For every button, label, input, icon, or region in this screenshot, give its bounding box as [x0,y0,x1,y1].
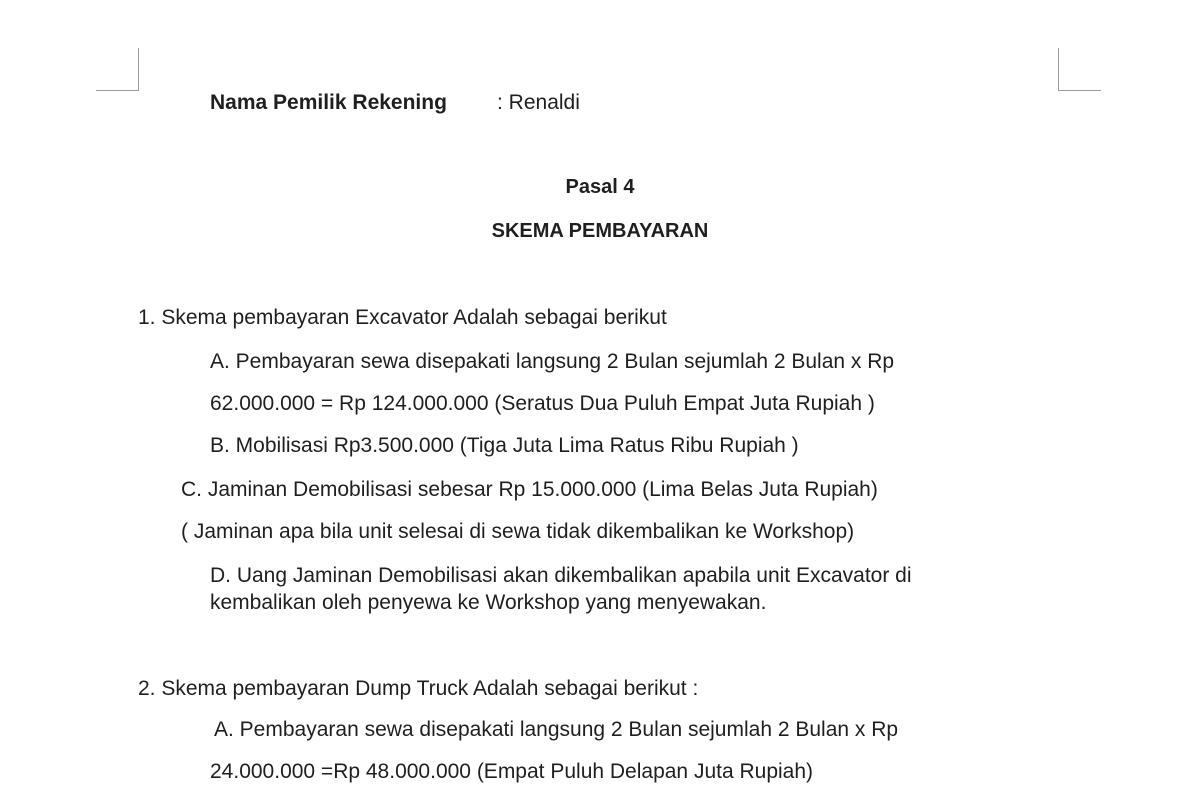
list-item: kembalikan oleh penyewa ke Workshop yang menyewakan. [210,591,767,614]
article-number: Pasal 4 [565,176,635,198]
list-item: D. Uang Jaminan Demobilisasi akan dikembalikan apabila unit Excavator di [210,564,912,587]
list-item: A. Pembayaran sewa disepakati langsung 2 Bulan sejumlah 2 Bulan x Rp [214,718,899,741]
account-owner-label: Nama Pemilik Rekening [210,91,447,114]
margin-corner-top-right [1058,48,1101,91]
margin-corner-top-left [96,48,139,91]
list-item-heading-dump-truck: 2. Skema pembayaran Dump Truck Adalah sebagai berikut : [138,677,699,700]
list-item: 62.000.000 = Rp 124.000.000 (Seratus Dua Puluh Empat Juta Rupiah ) [210,392,875,415]
section-title: SKEMA PEMBAYARAN [491,220,709,242]
account-owner-value: : Renaldi [497,91,580,114]
list-item: 24.000.000 =Rp 48.000.000 (Empat Puluh Delapan Juta Rupiah) [210,760,814,783]
list-item: C. Jaminan Demobilisasi sebesar Rp 15.000.000 (Lima Belas Juta Rupiah) [181,478,878,501]
list-item: B. Mobilisasi Rp3.500.000 (Tiga Juta Lima Ratus Ribu Rupiah ) [210,434,799,457]
list-item: A. Pembayaran sewa disepakati langsung 2 Bulan sejumlah 2 Bulan x Rp [210,350,895,373]
list-item-heading-excavator: 1. Skema pembayaran Excavator Adalah sebagai berikut [138,306,667,329]
list-item: ( Jaminan apa bila unit selesai di sewa tidak dikembalikan ke Workshop) [181,520,855,543]
